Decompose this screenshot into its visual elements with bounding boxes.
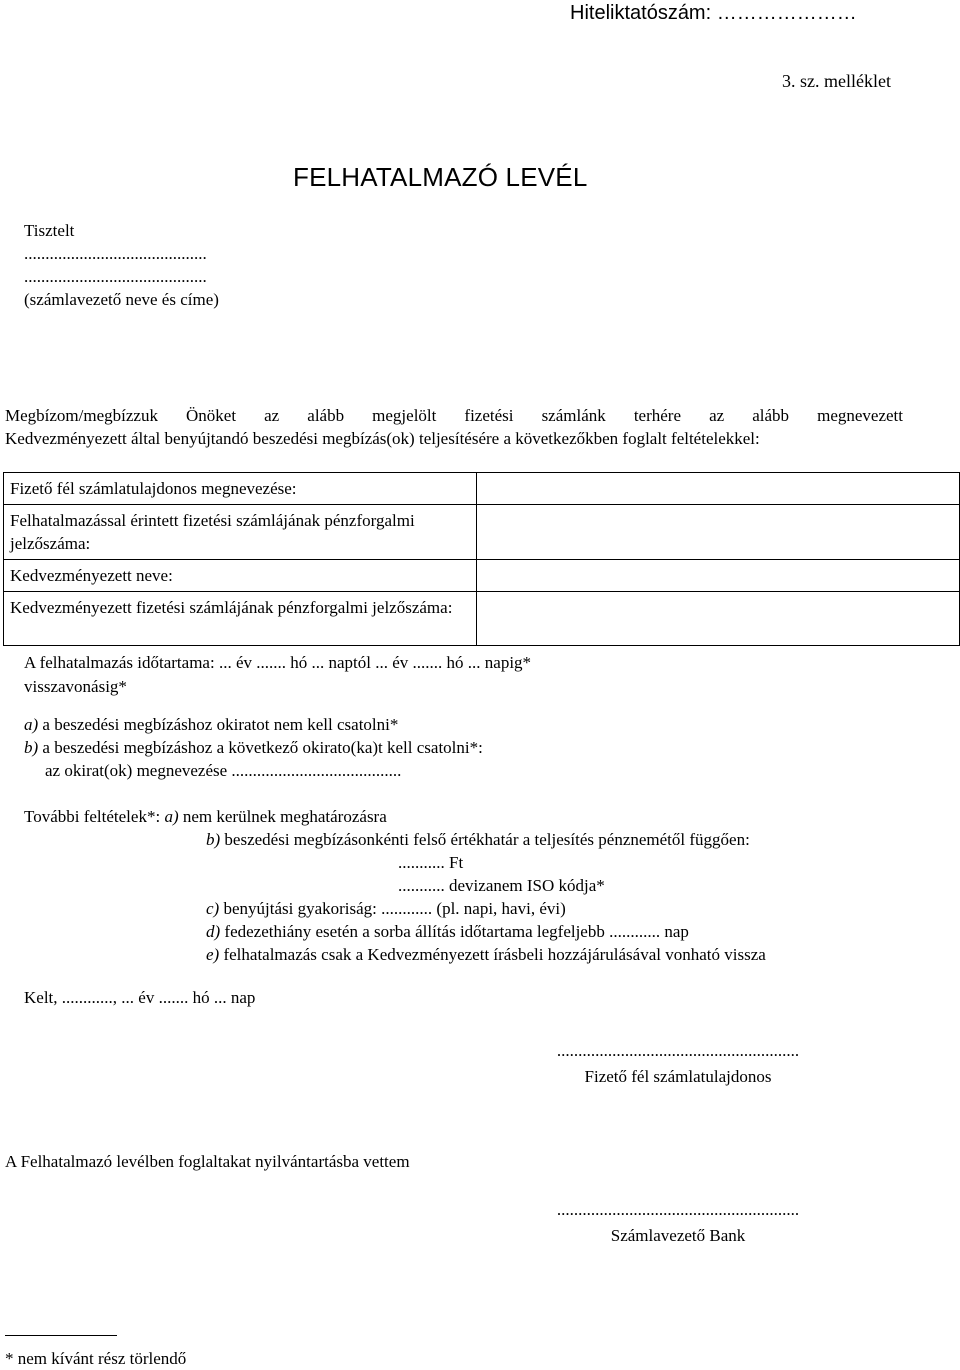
table-row [4, 473, 960, 505]
footnote-divider [5, 1335, 117, 1336]
details-table [3, 472, 960, 646]
table-row [4, 560, 960, 592]
further-d-text: fedezethiány esetén a sorba állítás időtartama legfeljebb ............ nap [220, 922, 689, 941]
beneficiary-account-label: Kedvezményezett fizetési számlájának pénzforgalmi jelzőszáma: [4, 592, 477, 646]
further-e-text: felhatalmazás csak a Kedvezményezett írásbeli hozzájárulásával vonható vissza [219, 945, 766, 964]
intro-line-1: Megbízom/megbízzuk Önöket az alább megjelölt fizetési számlánk terhére az alább megnevezett [5, 406, 903, 425]
payer-signature [530, 1038, 826, 1090]
further-b-marker: b) [206, 830, 221, 849]
date-line: Kelt, ............, ... év ....... hó ... nap [24, 988, 256, 1007]
duration-line-1: A felhatalmazás időtartama: ... év ....... hó ... naptól ... év ....... hó ... napig* [24, 653, 532, 672]
further-conditions [24, 805, 766, 966]
payer-account-label: Felhatalmazással érintett fizetési számlájának pénzforgalmi jelzőszáma: [4, 505, 477, 560]
option-b-marker: b) [24, 738, 39, 757]
payer-signature-caption: Fizető fél számlatulajdonos [584, 1067, 772, 1086]
payer-signature-dots: ......................................................... [556, 1041, 800, 1060]
footnote: * nem kívánt rész törlendő [5, 1349, 187, 1368]
further-b-huf: ........... Ft [398, 853, 464, 872]
further-c-marker: c) [206, 899, 220, 918]
addressee-line-2: ........................................... [24, 267, 207, 286]
further-c-text: benyújtási gyakoriság: ............ (pl. napi, havi, évi) [219, 899, 566, 918]
beneficiary-name-label: Kedvezményezett neve: [4, 560, 477, 592]
addressee-caption: (számlavezető neve és címe) [24, 290, 219, 309]
option-a-marker: a) [24, 715, 39, 734]
further-a-text: nem kerülnek meghatározásra [178, 807, 387, 826]
option-b-text: a beszedési megbízáshoz a következő okirato(ka)t kell csatolni*: [38, 738, 483, 757]
further-b-text: beszedési megbízásonkénti felső értékhatár a teljesítés pénznemétől függően: [220, 830, 750, 849]
beneficiary-name-value[interactable] [476, 560, 959, 592]
further-e [24, 943, 766, 966]
further-e-marker: e) [206, 945, 220, 964]
payer-name-label: Fizető fél számlatulajdonos megnevezése: [4, 473, 477, 505]
further-a [24, 805, 766, 828]
further-lead: További feltételek*: [24, 807, 165, 826]
intro-line-2: Kedvezményezett által benyújtandó beszedési megbízás(ok) teljesítésére a következőkben foglalt feltételekkel: [5, 429, 760, 448]
beneficiary-account-value[interactable] [476, 592, 959, 646]
registration-statement: A Felhatalmazó levélben foglaltakat nyilvántartásba vettem [5, 1152, 410, 1171]
option-b [24, 736, 483, 759]
attachments-block [24, 713, 483, 782]
table-row [4, 592, 960, 646]
further-d [24, 920, 766, 943]
annex-label: 3. sz. melléklet [782, 71, 891, 91]
table-row [4, 505, 960, 560]
bank-signature-caption: Számlavezető Bank [610, 1226, 746, 1245]
duration-line-2: visszavonásig* [24, 677, 127, 696]
further-b-currency: ........... devizanem ISO kódja* [398, 876, 605, 895]
bank-signature [530, 1197, 826, 1249]
bank-signature-dots: ......................................................... [556, 1200, 800, 1219]
further-c [24, 897, 766, 920]
option-b-document-name: az okirat(ok) megnevezése ........................................ [45, 761, 402, 780]
document-title: FELHATALMAZÓ LEVÉL [293, 162, 588, 192]
addressee-block [24, 219, 219, 311]
further-b [24, 828, 766, 851]
payer-account-value[interactable] [476, 505, 959, 560]
payer-name-value[interactable] [476, 473, 959, 505]
further-a-marker: a) [164, 807, 179, 826]
option-a-text: a beszedési megbízáshoz okiratot nem kell csatolni* [38, 715, 399, 734]
duration-block [24, 651, 531, 699]
reference-number: Hiteliktatószám: ………………… [570, 2, 857, 24]
further-d-marker: d) [206, 922, 221, 941]
option-a [24, 713, 483, 736]
salutation: Tisztelt [24, 221, 75, 240]
addressee-line-1: ........................................... [24, 244, 207, 263]
intro-paragraph [5, 404, 903, 450]
